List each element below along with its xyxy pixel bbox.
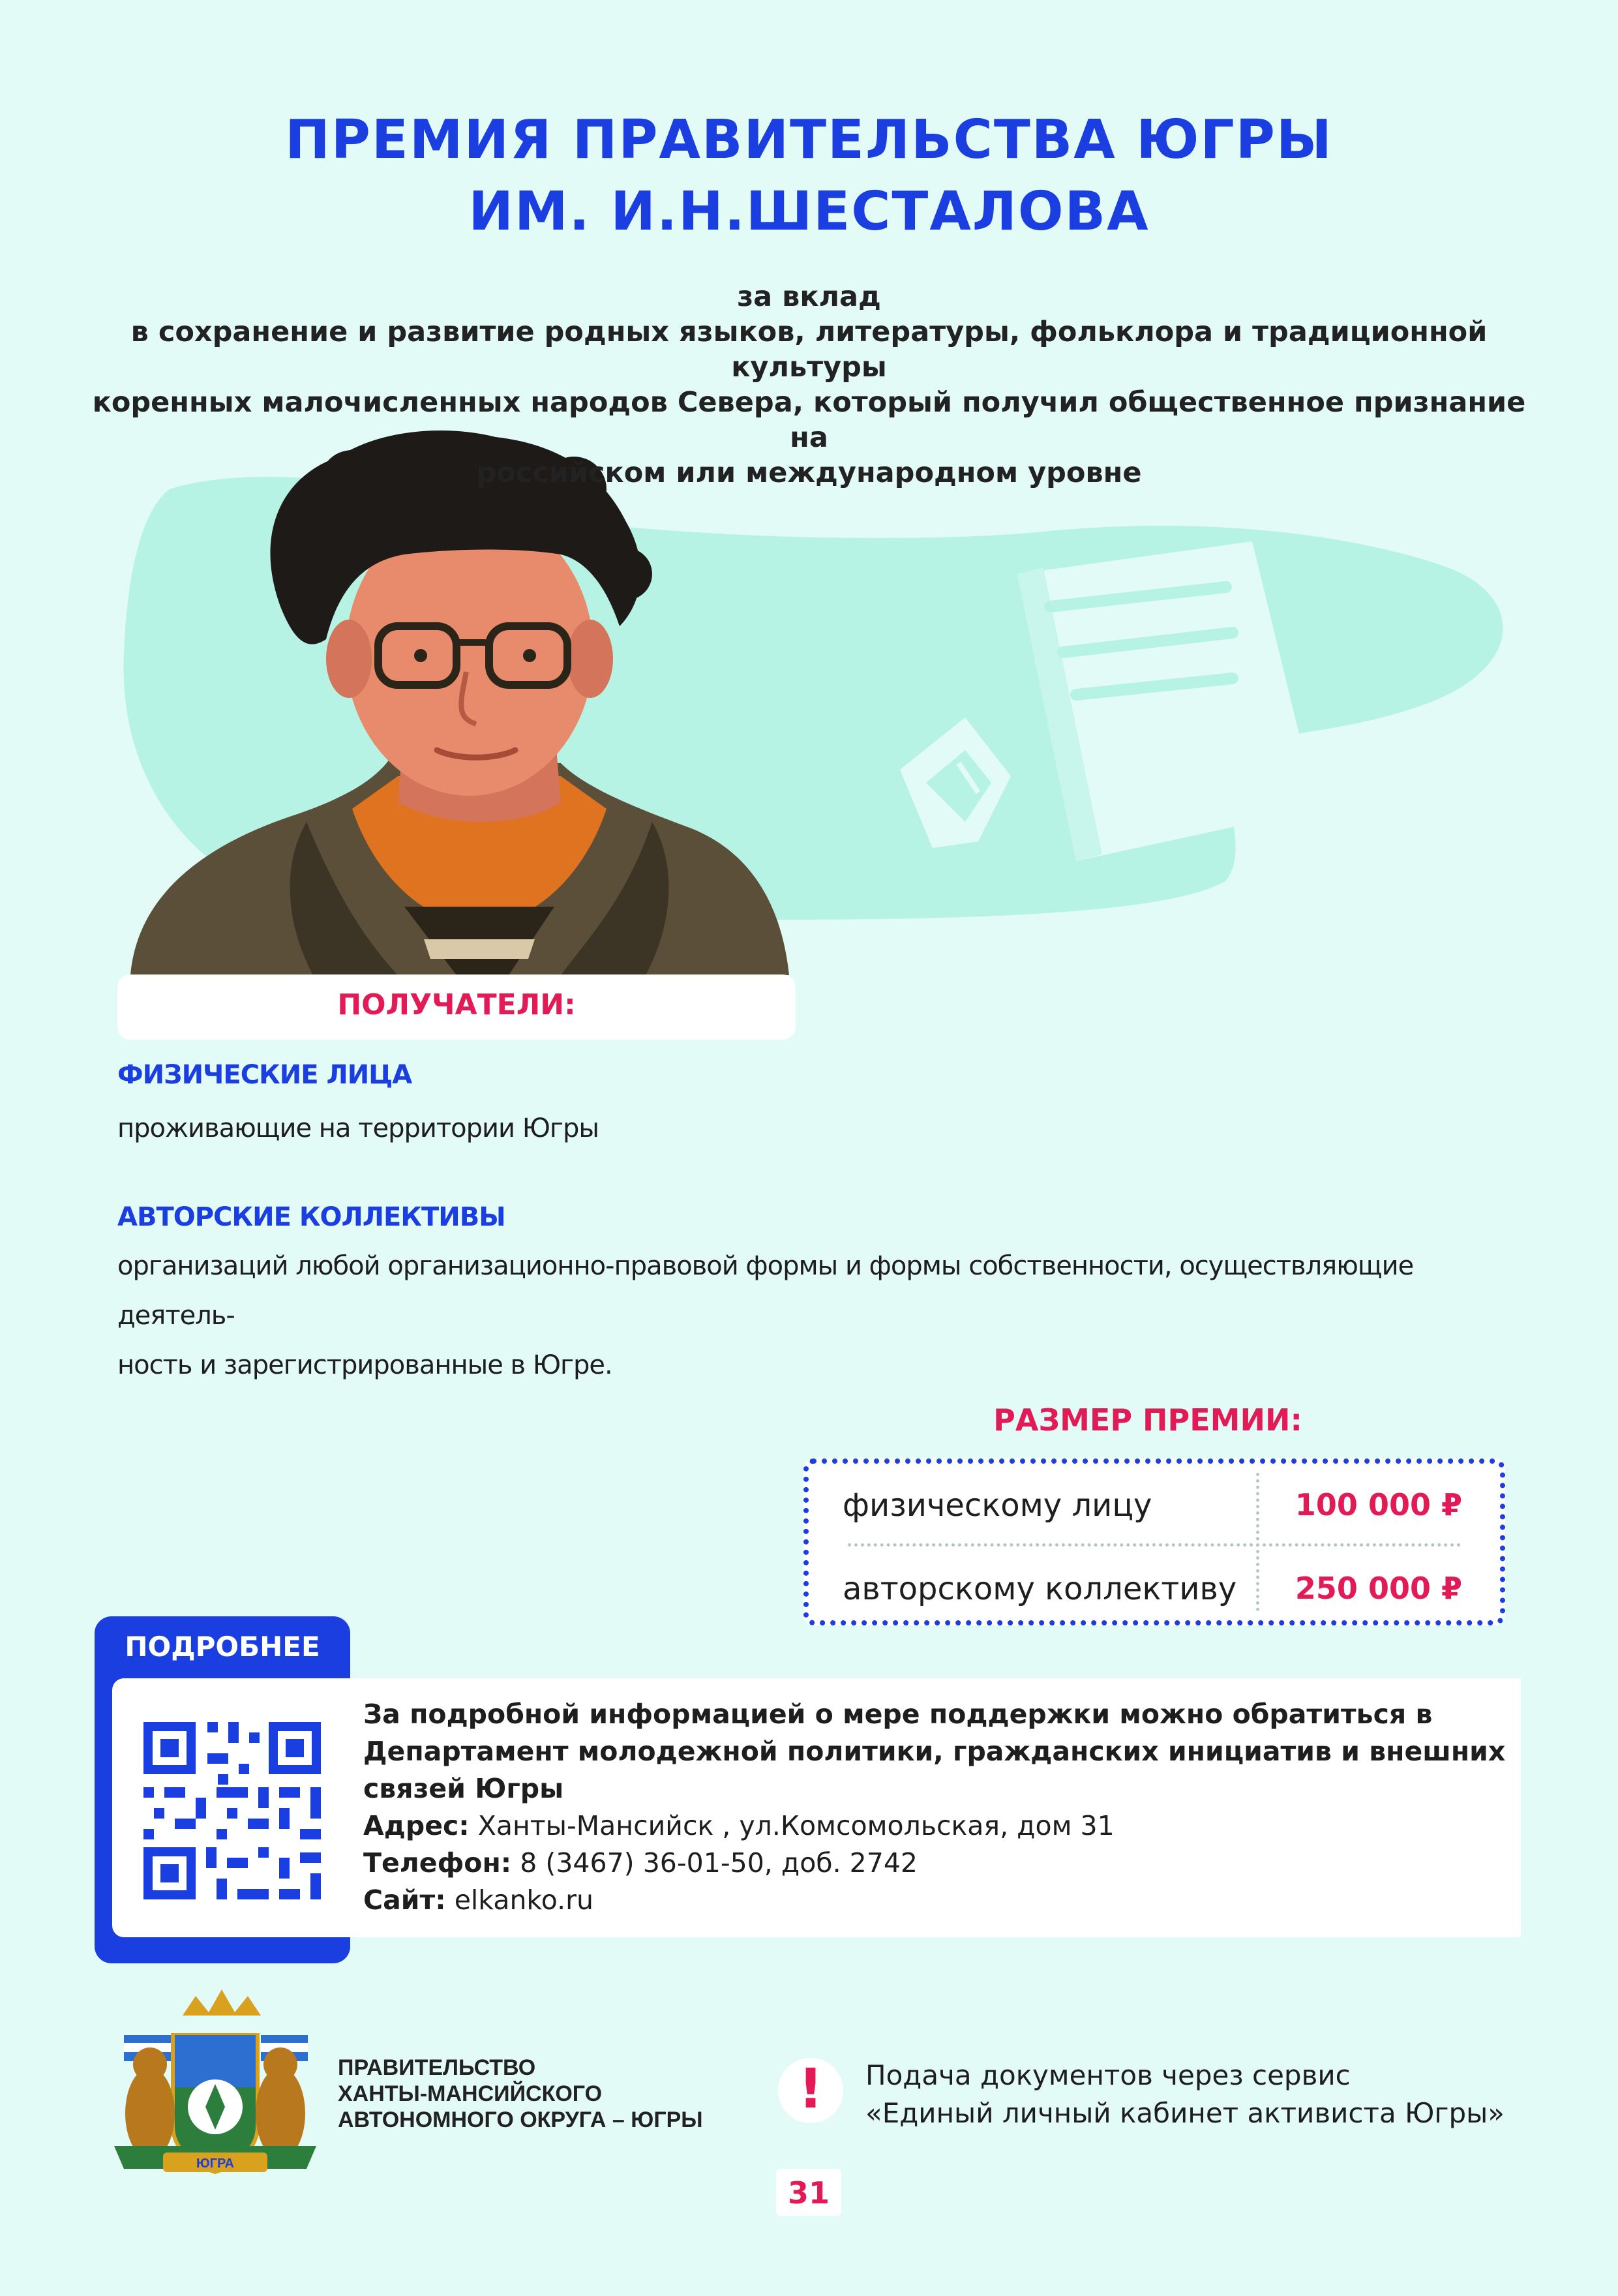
address-label: Адрес: [363,1810,470,1841]
prize-table [803,1458,1505,1625]
collectives-text-line-1: организаций любой организационно-правовой формы и формы собственности, осуществляющие деятель- [117,1251,1414,1331]
page-number: 31 [787,2175,830,2211]
government-name [338,2055,703,2133]
qr-code-icon[interactable] [112,1678,351,1937]
phone-value[interactable]: 8 (3467) 36-01-50, доб. 2742 [511,1847,918,1879]
prize-title: РАЗМЕР ПРЕМИИ: [993,1402,1302,1438]
prize-row [809,1547,1500,1625]
recipients-title: ПОЛУЧАТЕЛИ: [337,988,576,1021]
address-line [363,1807,1511,1845]
title-line-2: ИМ. И.Н.ШЕСТАЛОВА [468,181,1150,243]
individuals-heading: ФИЗИЧЕСКИЕ ЛИЦА [117,1060,412,1090]
site-label: Сайт: [363,1884,446,1916]
gov-line-2: ХАНТЫ-МАНСИЙСКОГО [338,2081,603,2106]
submission-note [865,2057,1505,2132]
site-line [363,1882,1511,1919]
collectives-heading: АВТОРСКИЕ КОЛЛЕКТИВЫ [117,1202,505,1232]
prize-label: физическому лицу [843,1487,1152,1524]
contact-intro-line-2: Департамент молодежной политики, гражданских инициатив и внешних [363,1736,1506,1767]
submission-line-1: Подача документов через сервис [865,2059,1351,2091]
address-value: Ханты-Мансийск , ул.Комсомольская, дом 31 [469,1810,1115,1841]
subtitle-line-4: российском или международном уровне [476,457,1142,489]
individuals-text: проживающие на территории Югры [117,1113,599,1143]
exclamation-icon: ! [798,2057,824,2121]
subtitle-line-2: в сохранение и развитие родных языков, литературы, фольклора и традиционной культуры [130,316,1488,384]
title-line-1: ПРЕМИЯ ПРАВИТЕЛЬСТВА ЮГРЫ [285,109,1333,171]
site-link[interactable]: elkanko.ru [445,1884,593,1916]
phone-line [363,1845,1511,1882]
gov-line-1: ПРАВИТЕЛЬСТВО [338,2055,536,2080]
prize-value: 250 000 ₽ [1295,1571,1462,1606]
contact-info [363,1696,1511,1919]
more-info-title: ПОДРОБНЕЕ [125,1631,320,1663]
collectives-text [117,1241,1526,1390]
coat-of-arms-icon [114,1989,316,2172]
row-divider [848,1543,1461,1547]
subtitle [78,279,1540,491]
phone-label: Телефон: [363,1847,512,1879]
collectives-text-line-2: ность и зарегистрированные в Югре. [117,1350,612,1380]
page-title [0,104,1618,248]
emblem-ribbon-text: ЮГРА [196,2156,234,2171]
prize-label: авторскому коллективу [843,1571,1237,1607]
contact-intro-line-1: За подробной информацией о мере поддержки можно обратиться в [363,1699,1433,1730]
gov-line-3: АВТОНОМНОГО ОКРУГА – ЮГРЫ [338,2107,703,2132]
prize-value: 100 000 ₽ [1295,1487,1462,1522]
contact-intro-line-3: связей Югры [363,1773,564,1804]
subtitle-line-3: коренных малочисленных народов Севера, который получил общественное признание на [92,386,1526,454]
subtitle-line-1: за вклад [737,280,881,313]
submission-line-2: «Единый личный кабинет активиста Югры» [865,2097,1505,2129]
prize-row [809,1464,1500,1542]
